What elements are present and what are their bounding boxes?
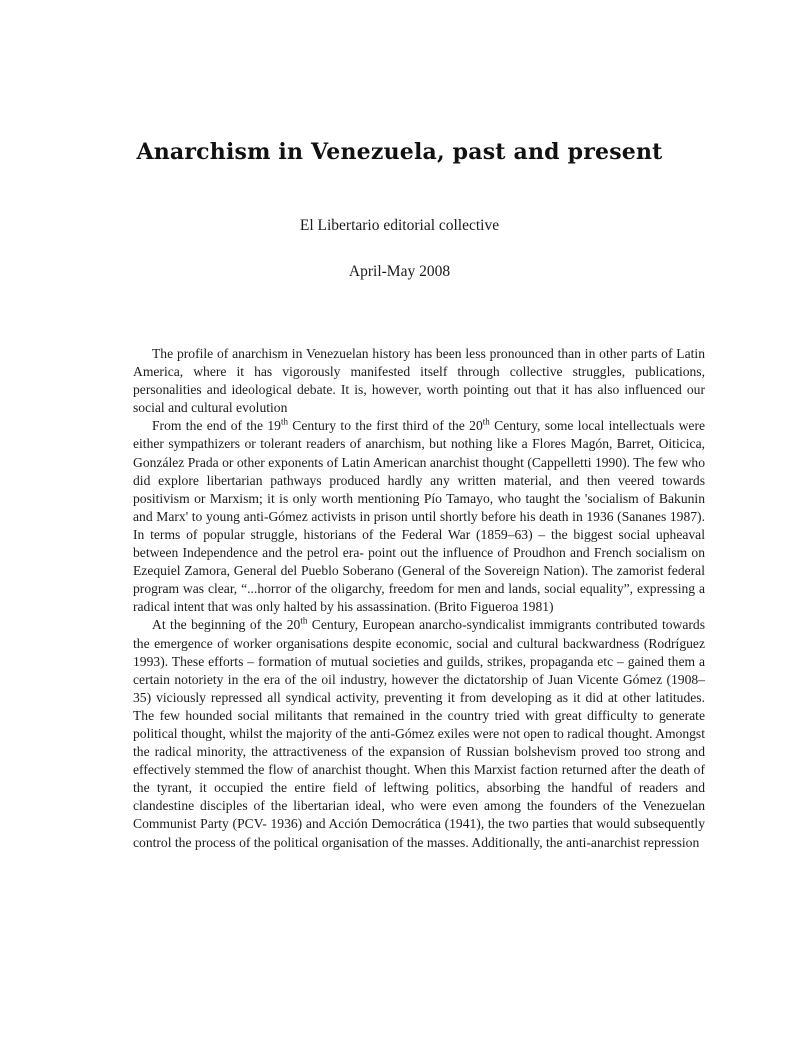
page-title: Anarchism in Venezuela, past and present xyxy=(136,139,663,165)
paragraph-2: From the end of the 19th Century to the first third of the 20th Century, some local intellectuals were either sympathizers or tolerant readers of anarchism, but nothing like a Flores Magón, Barret, Oiticica, González Prada or other exponents of Latin American anarchist thought (Cappelletti 1990). The few who did explore libertarian pathways produced hardly any written material, and then veered towards positivism or Marxism; it is only worth mentioning Pío Tamayo, who taught the 'socialism of Bakunin and Marx' to young anti-Gómez activists in prison until shortly before his death in 1936 (Sananes 1987). In terms of popular struggle, historians of the Federal War (1859–63) – the biggest social upheaval between Independence and the petrol era- point out the influence of Proudhon and French socialism on Ezequiel Zamora, General del Pueblo Soberano (General of the Sovereign Nation). The zamorist federal program was clear, “...horror of the oligarchy, freedom for men and lands, social equality”, expressing a radical intent that was only halted by his assassination. (Brito Figueroa 1981) xyxy=(133,416,705,615)
article-body xyxy=(133,345,705,852)
paragraph-3: At the beginning of the 20th Century, European anarcho-syndicalist immigrants contributed towards the emergence of worker organisations despite economic, social and cultural backwardness (Rodríguez 1993). These efforts – formation of mutual societies and guilds, strikes, propaganda etc – gained them a certain notoriety in the era of the oil industry, however the dictatorship of Juan Vicente Gómez (1908–35) viciously repressed all syndical activity, preventing it from developing as it did at other latitudes. The few hounded social militants that remained in the country tried with great difficulty to generate political thought, whilst the majority of the anti-Gómez exiles were not open to radical thought. Amongst the radical minority, the attractiveness of the expansion of Russian bolshevism proved too strong and effectively stemmed the flow of anarchist thought. When this Marxist faction returned after the death of the tyrant, it occupied the entire field of leftwing politics, absorbing the handful of readers and clandestine disciples of the libertarian ideal, who were even among the founders of the Venezuelan Communist Party (PCV- 1936) and Acción Democrática (1941), the two parties that would subsequently control the process of the political organisation of the masses. Additionally, the anti-anarchist repression xyxy=(133,615,705,850)
date-line: April-May 2008 xyxy=(348,263,451,280)
author-line: El Libertario editorial collective xyxy=(299,217,500,234)
paragraph-1: The profile of anarchism in Venezuelan history has been less pronounced than in other parts of Latin America, where it has vigorously manifested itself through collective struggles, publications, personalities and ideological debate. It is, however, worth pointing out that it has also influenced our social and cultural evolution xyxy=(133,346,705,416)
